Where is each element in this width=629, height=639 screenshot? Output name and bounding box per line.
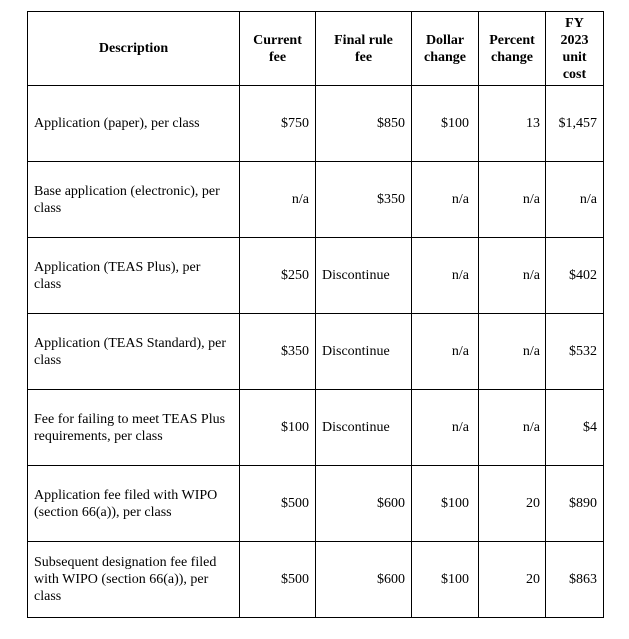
cell-description: Application (paper), per class bbox=[28, 86, 240, 162]
cell-description: Application (TEAS Standard), per class bbox=[28, 314, 240, 390]
cell-percent-change: 13 bbox=[479, 86, 546, 162]
cell-unit-cost: $1,457 bbox=[546, 86, 604, 162]
cell-percent-change: n/a bbox=[479, 314, 546, 390]
cell-percent-change: n/a bbox=[479, 238, 546, 314]
cell-description: Subsequent designation fee filed with WIPO (section 66(a)), per class bbox=[28, 542, 240, 618]
header-unit-cost-line-1: FY bbox=[565, 15, 584, 31]
header-percent-change bbox=[479, 12, 546, 86]
header-final-rule-fee-line-1: Final rule bbox=[334, 32, 393, 48]
table-row bbox=[28, 542, 604, 618]
cell-unit-cost: n/a bbox=[546, 162, 604, 238]
cell-current-fee: $250 bbox=[240, 238, 316, 314]
cell-current-fee: n/a bbox=[240, 162, 316, 238]
cell-final-rule-fee: $600 bbox=[316, 466, 412, 542]
cell-unit-cost: $532 bbox=[546, 314, 604, 390]
cell-dollar-change: n/a bbox=[412, 390, 479, 466]
cell-final-rule-fee: Discontinue bbox=[316, 390, 412, 466]
header-current-fee bbox=[240, 12, 316, 86]
cell-current-fee: $750 bbox=[240, 86, 316, 162]
cell-dollar-change: $100 bbox=[412, 86, 479, 162]
header-description bbox=[28, 12, 240, 86]
fee-table bbox=[27, 11, 604, 618]
cell-percent-change: n/a bbox=[479, 390, 546, 466]
cell-dollar-change: n/a bbox=[412, 238, 479, 314]
cell-unit-cost: $863 bbox=[546, 542, 604, 618]
header-current-fee-line-2: fee bbox=[268, 49, 287, 65]
cell-current-fee: $500 bbox=[240, 466, 316, 542]
table-row bbox=[28, 162, 604, 238]
cell-dollar-change: $100 bbox=[412, 466, 479, 542]
cell-unit-cost: $890 bbox=[546, 466, 604, 542]
header-unit-cost-line-3: unit bbox=[562, 49, 587, 65]
header-final-rule-fee-line-2: fee bbox=[354, 49, 373, 65]
header-percent-change-line-1: Percent bbox=[489, 32, 535, 48]
cell-final-rule-fee: $350 bbox=[316, 162, 412, 238]
cell-description: Base application (electronic), per class bbox=[28, 162, 240, 238]
cell-current-fee: $350 bbox=[240, 314, 316, 390]
header-description-label: Description bbox=[98, 41, 169, 56]
cell-current-fee: $100 bbox=[240, 390, 316, 466]
table-row bbox=[28, 390, 604, 466]
table-row bbox=[28, 86, 604, 162]
table-header-row bbox=[28, 12, 604, 86]
cell-description: Application (TEAS Plus), per class bbox=[28, 238, 240, 314]
table-row bbox=[28, 466, 604, 542]
header-dollar-change-line-1: Dollar bbox=[425, 32, 465, 48]
header-dollar-change-line-2: change bbox=[424, 49, 466, 65]
cell-dollar-change: n/a bbox=[412, 162, 479, 238]
header-unit-cost bbox=[546, 12, 604, 86]
table-row bbox=[28, 238, 604, 314]
header-unit-cost-line-4: cost bbox=[562, 66, 587, 82]
header-final-rule-fee bbox=[316, 12, 412, 86]
cell-description: Fee for failing to meet TEAS Plus requirements, per class bbox=[28, 390, 240, 466]
cell-dollar-change: n/a bbox=[412, 314, 479, 390]
cell-current-fee: $500 bbox=[240, 542, 316, 618]
cell-final-rule-fee: Discontinue bbox=[316, 238, 412, 314]
cell-unit-cost: $4 bbox=[546, 390, 604, 466]
cell-description: Application fee filed with WIPO (section 66(a)), per class bbox=[28, 466, 240, 542]
cell-final-rule-fee: $850 bbox=[316, 86, 412, 162]
header-percent-change-line-2: change bbox=[491, 49, 533, 65]
cell-percent-change: 20 bbox=[479, 542, 546, 618]
cell-percent-change: n/a bbox=[479, 162, 546, 238]
cell-dollar-change: $100 bbox=[412, 542, 479, 618]
header-unit-cost-line-2: 2023 bbox=[560, 32, 589, 48]
header-current-fee-line-1: Current bbox=[253, 32, 302, 48]
table-row bbox=[28, 314, 604, 390]
cell-percent-change: 20 bbox=[479, 466, 546, 542]
cell-unit-cost: $402 bbox=[546, 238, 604, 314]
cell-final-rule-fee: $600 bbox=[316, 542, 412, 618]
cell-final-rule-fee: Discontinue bbox=[316, 314, 412, 390]
header-dollar-change bbox=[412, 12, 479, 86]
